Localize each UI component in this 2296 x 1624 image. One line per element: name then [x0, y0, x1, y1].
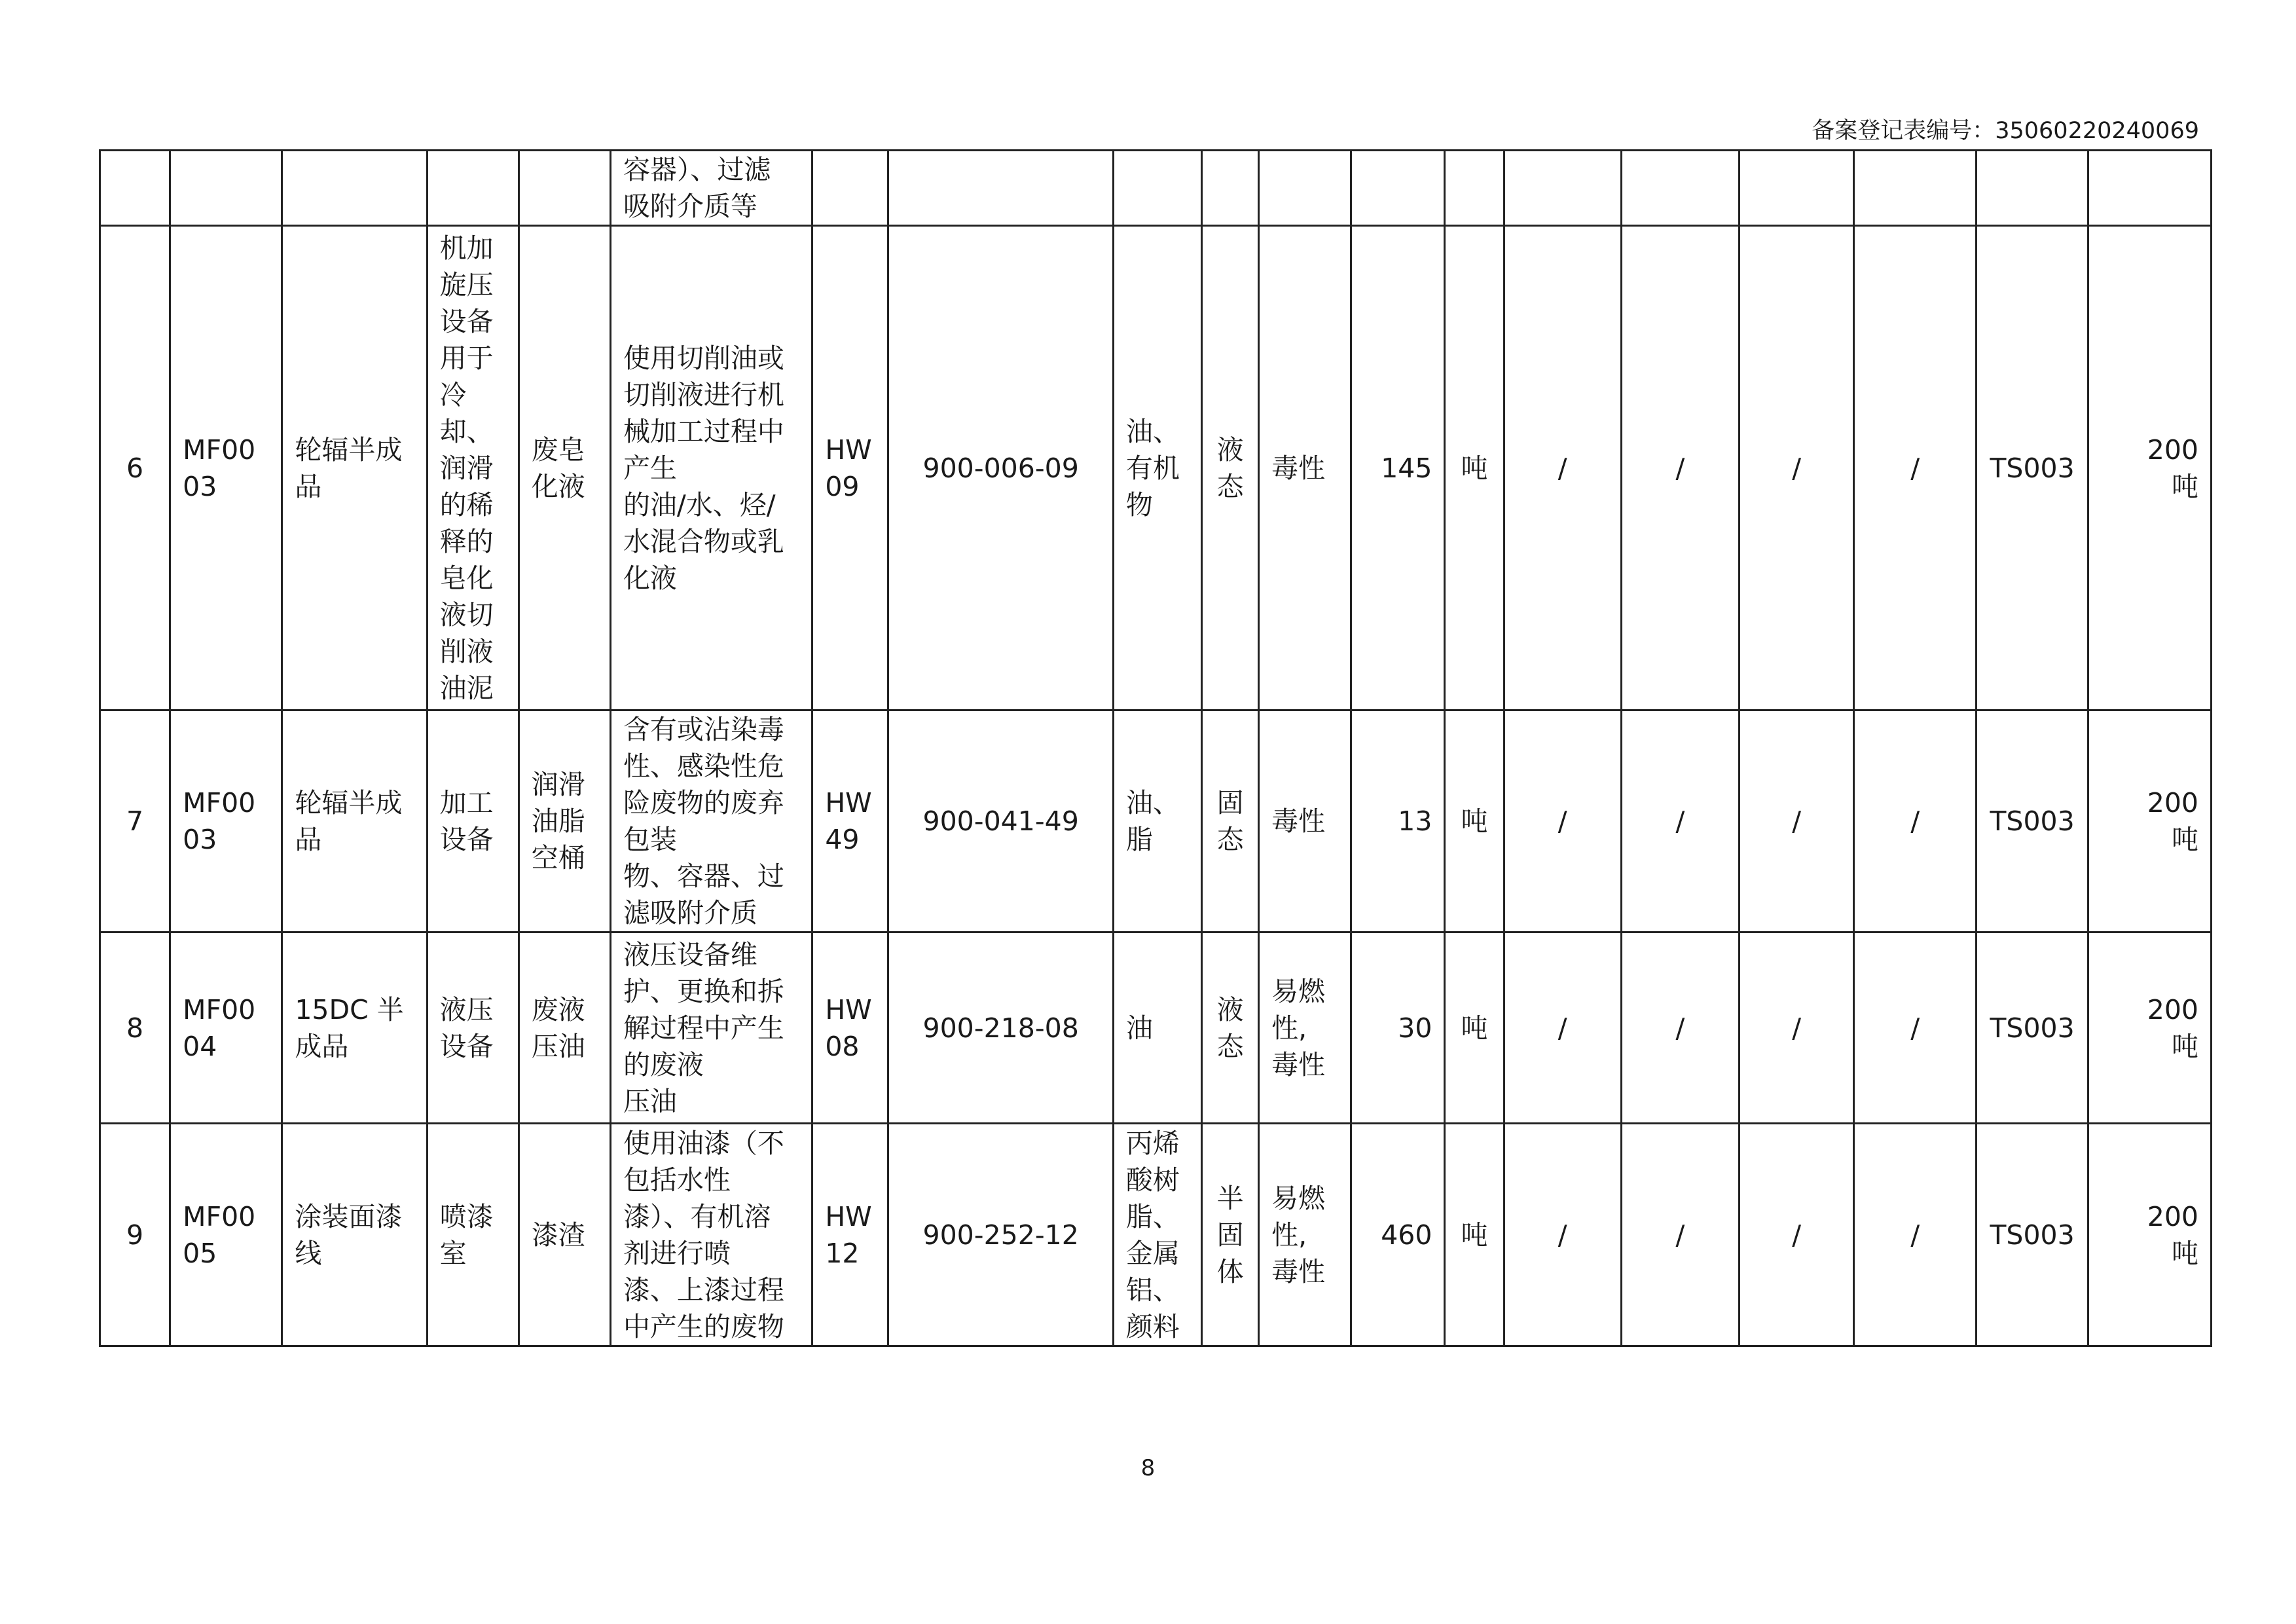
- description-cell: 使用切削油或 切削液进行机 械加工过程中 产生 的油/水、烃/ 水混合物或乳 化液: [610, 226, 812, 710]
- table-row: [100, 1124, 2212, 1346]
- slash-cell: /: [1854, 932, 1977, 1124]
- source-cell: 机加 旋压 设备 用于 冷 却、 润滑 的稀 释的 皂化 液切 削液 油泥: [427, 226, 519, 710]
- form-cell: 半 固 体: [1202, 1124, 1259, 1346]
- facility-cell: TS003: [1977, 1124, 2088, 1346]
- waste-code-cell: 900-041-49: [888, 710, 1113, 932]
- waste-code-cell: 900-252-12: [888, 1124, 1113, 1346]
- code-cell: MF00 04: [170, 932, 282, 1124]
- row-number: 9: [100, 1124, 170, 1346]
- main-component-cell: 丙烯 酸树 脂、 金属 铝、 颜料: [1113, 1124, 1201, 1346]
- facility-cell: TS003: [1977, 710, 2088, 932]
- amount-cell: 145: [1351, 226, 1445, 710]
- source-cell: 加工 设备: [427, 710, 519, 932]
- waste-name-cell: 润滑 油脂 空桶: [519, 710, 610, 932]
- slash-cell: /: [1621, 710, 1739, 932]
- slash-cell: /: [1854, 1124, 1977, 1346]
- table-row-continued: [100, 151, 2212, 226]
- form-cell: 液 态: [1202, 226, 1259, 710]
- facility-cell: TS003: [1977, 226, 2088, 710]
- form-cell: 液 态: [1202, 932, 1259, 1124]
- row-number: 6: [100, 226, 170, 710]
- product-cell: 轮辐半成 品: [282, 226, 427, 710]
- waste-code-cell: 900-218-08: [888, 932, 1113, 1124]
- hazard-cell: 毒性: [1259, 710, 1351, 932]
- main-component-cell: 油: [1113, 932, 1201, 1124]
- slash-cell: /: [1504, 710, 1621, 932]
- product-cell: 轮辐半成 品: [282, 710, 427, 932]
- waste-name-cell: 废皂 化液: [519, 226, 610, 710]
- category-cell: HW 09: [812, 226, 888, 710]
- slash-cell: /: [1621, 932, 1739, 1124]
- unit-cell: 吨: [1445, 710, 1504, 932]
- slash-cell: /: [1854, 710, 1977, 932]
- description-cell: 使用油漆（不 包括水性 漆）、有机溶 剂进行喷 漆、上漆过程 中产生的废物: [610, 1124, 812, 1346]
- unit-cell: 吨: [1445, 226, 1504, 710]
- source-cell: 液压 设备: [427, 932, 519, 1124]
- page-number: 8: [1140, 1455, 1156, 1481]
- table-row: [100, 932, 2212, 1124]
- row-number: 8: [100, 932, 170, 1124]
- slash-cell: /: [1504, 1124, 1621, 1346]
- main-component-cell: 油、 脂: [1113, 710, 1201, 932]
- category-cell: HW 12: [812, 1124, 888, 1346]
- slash-cell: /: [1504, 932, 1621, 1124]
- code-cell: MF00 03: [170, 226, 282, 710]
- hazardous-waste-table: [99, 149, 2212, 1347]
- form-cell: 固 态: [1202, 710, 1259, 932]
- unit-cell: 吨: [1445, 932, 1504, 1124]
- description-cell: 液压设备维 护、更换和拆 解过程中产生 的废液 压油: [610, 932, 812, 1124]
- slash-cell: /: [1740, 226, 1854, 710]
- description-cell: 含有或沾染毒 性、感染性危 险废物的废弃 包装 物、容器、过 滤吸附介质: [610, 710, 812, 932]
- capacity-cell: 200 吨: [2088, 1124, 2211, 1346]
- slash-cell: /: [1740, 710, 1854, 932]
- row-number: 7: [100, 710, 170, 932]
- amount-cell: 13: [1351, 710, 1445, 932]
- facility-cell: TS003: [1977, 932, 2088, 1124]
- category-cell: HW 49: [812, 710, 888, 932]
- hazard-cell: 易燃 性, 毒性: [1259, 1124, 1351, 1346]
- product-cell: 15DC 半 成品: [282, 932, 427, 1124]
- slash-cell: /: [1740, 1124, 1854, 1346]
- code-cell: MF00 05: [170, 1124, 282, 1346]
- slash-cell: /: [1621, 1124, 1739, 1346]
- capacity-cell: 200 吨: [2088, 710, 2211, 932]
- capacity-cell: 200 吨: [2088, 226, 2211, 710]
- record-number: 备案登记表编号：35060220240069: [1812, 118, 2199, 144]
- hazard-cell: 毒性: [1259, 226, 1351, 710]
- category-cell: HW 08: [812, 932, 888, 1124]
- amount-cell: 460: [1351, 1124, 1445, 1346]
- capacity-cell: 200 吨: [2088, 932, 2211, 1124]
- hazard-cell: 易燃 性, 毒性: [1259, 932, 1351, 1124]
- waste-name-cell: 废液 压油: [519, 932, 610, 1124]
- slash-cell: /: [1504, 226, 1621, 710]
- main-component-cell: 油、 有机 物: [1113, 226, 1201, 710]
- waste-name-cell: 漆渣: [519, 1124, 610, 1346]
- code-cell: MF00 03: [170, 710, 282, 932]
- table-row: [100, 710, 2212, 932]
- slash-cell: /: [1740, 932, 1854, 1124]
- slash-cell: /: [1621, 226, 1739, 710]
- source-cell: 喷漆 室: [427, 1124, 519, 1346]
- amount-cell: 30: [1351, 932, 1445, 1124]
- description-cell: 容器）、过滤 吸附介质等: [610, 151, 812, 226]
- waste-code-cell: 900-006-09: [888, 226, 1113, 710]
- product-cell: 涂装面漆 线: [282, 1124, 427, 1346]
- slash-cell: /: [1854, 226, 1977, 710]
- unit-cell: 吨: [1445, 1124, 1504, 1346]
- table-row: [100, 226, 2212, 710]
